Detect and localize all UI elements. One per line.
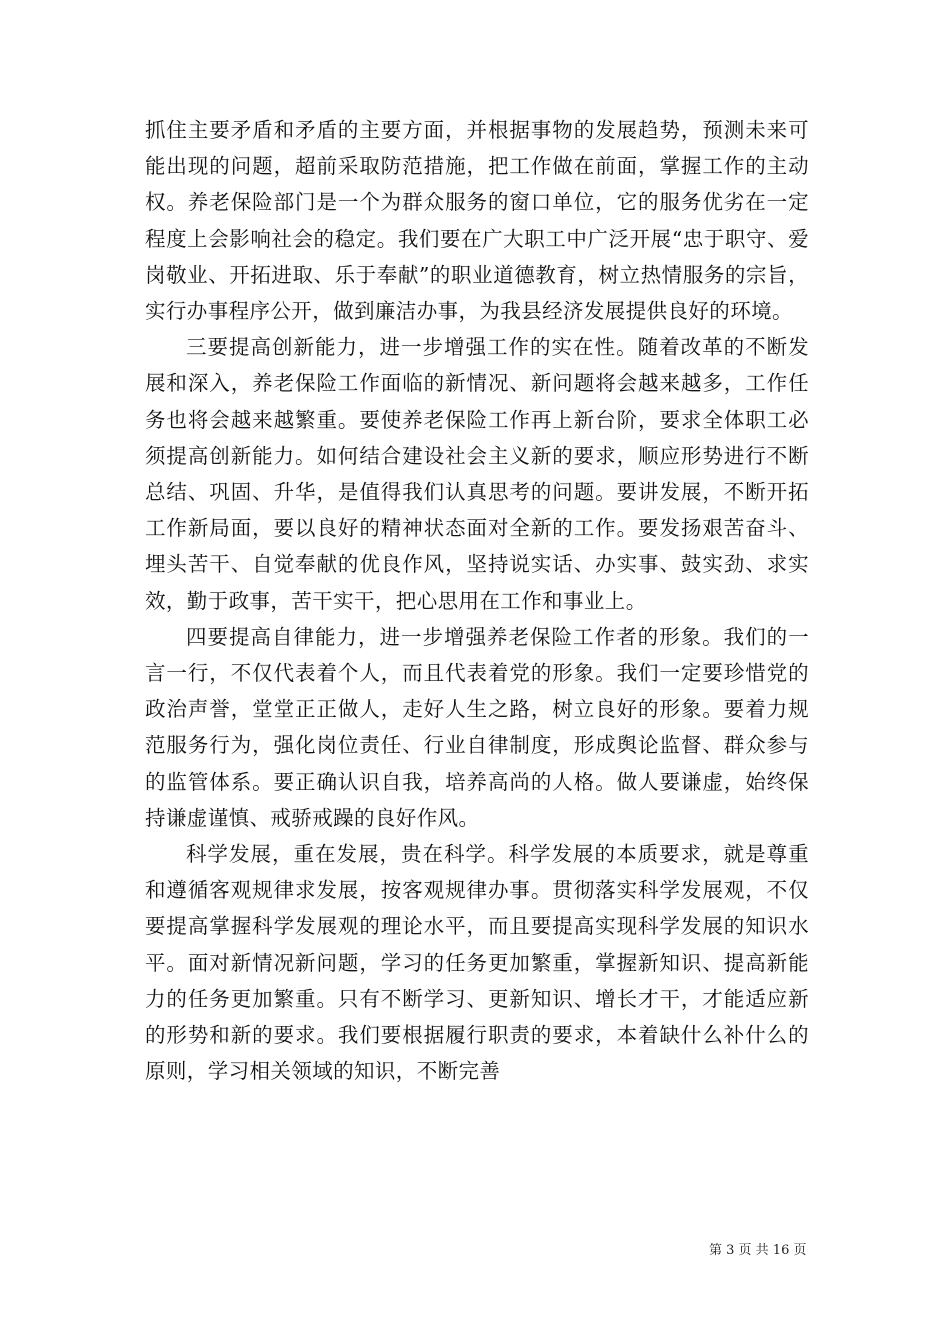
paragraph-3: 四要提高自律能力，进一步增强养老保险工作者的形象。我们的一言一行，不仅代表着个人，而且代表着党的形象。我们一定要珍惜党的政治声誉，堂堂正正做人，走好人生之路，树立良好的形象。要着力规范服务行为，强化岗位责任、行业自律制度，形成舆论监督、群众参与的监管体系。要正确认识自我，培养高尚的人格。做人要谦虚，始终保持谦虚谨慎、戒骄戒躁的良好作风。 (145, 624, 809, 830)
page-number-footer: 第 3 页 共 16 页 (709, 1243, 807, 1258)
body-text (145, 112, 809, 1089)
paragraph-2: 三要提高创新能力，进一步增强工作的实在性。随着改革的不断发展和深入，养老保险工作面临的新情况、新问题将会越来越多，工作任务也将会越来越繁重。要使养老保险工作再上新台阶，要求全体职工必须提高创新能力。如何结合建设社会主义新的要求，顺应形势进行不断总结、巩固、升华，是值得我们认真思考的问题。要讲发展，不断开拓工作新局面，要以良好的精神状态面对全新的工作。要发扬艰苦奋斗、埋头苦干、自觉奉献的优良作风，坚持说实话、办实事、鼓实劲、求实效，勤于政事，苦干实干，把心思用在工作和事业上。 (145, 335, 809, 613)
paragraph-1: 抓住主要矛盾和矛盾的主要方面，并根据事物的发展趋势，预测未来可能出现的问题，超前采取防范措施，把工作做在前面，掌握工作的主动权。养老保险部门是一个为群众服务的窗口单位，它的服务优劣在一定程度上会影响社会的稳定。我们要在广大职工中广泛开展“忠于职守、爱岗敬业、开拓进取、乐于奉献”的职业道德教育，树立热情服务的宗旨，实行办事程序公开，做到廉洁办事，为我县经济发展提供良好的环境。 (145, 118, 809, 324)
paragraph-4: 科学发展，重在发展，贵在科学。科学发展的本质要求，就是尊重和遵循客观规律求发展，按客观规律办事。贯彻落实科学发展观，不仅要提高掌握科学发展观的理论水平，而且要提高实现科学发展的知识水平。面对新情况新问题，学习的任务更加繁重，掌握新知识、提高新能力的任务更加繁重。只有不断学习、更新知识、增长才干，才能适应新的形势和新的要求。我们要根据履行职责的要求，本着缺什么补什么的原则，学习相关领域的知识，不断完善 (145, 842, 809, 1084)
